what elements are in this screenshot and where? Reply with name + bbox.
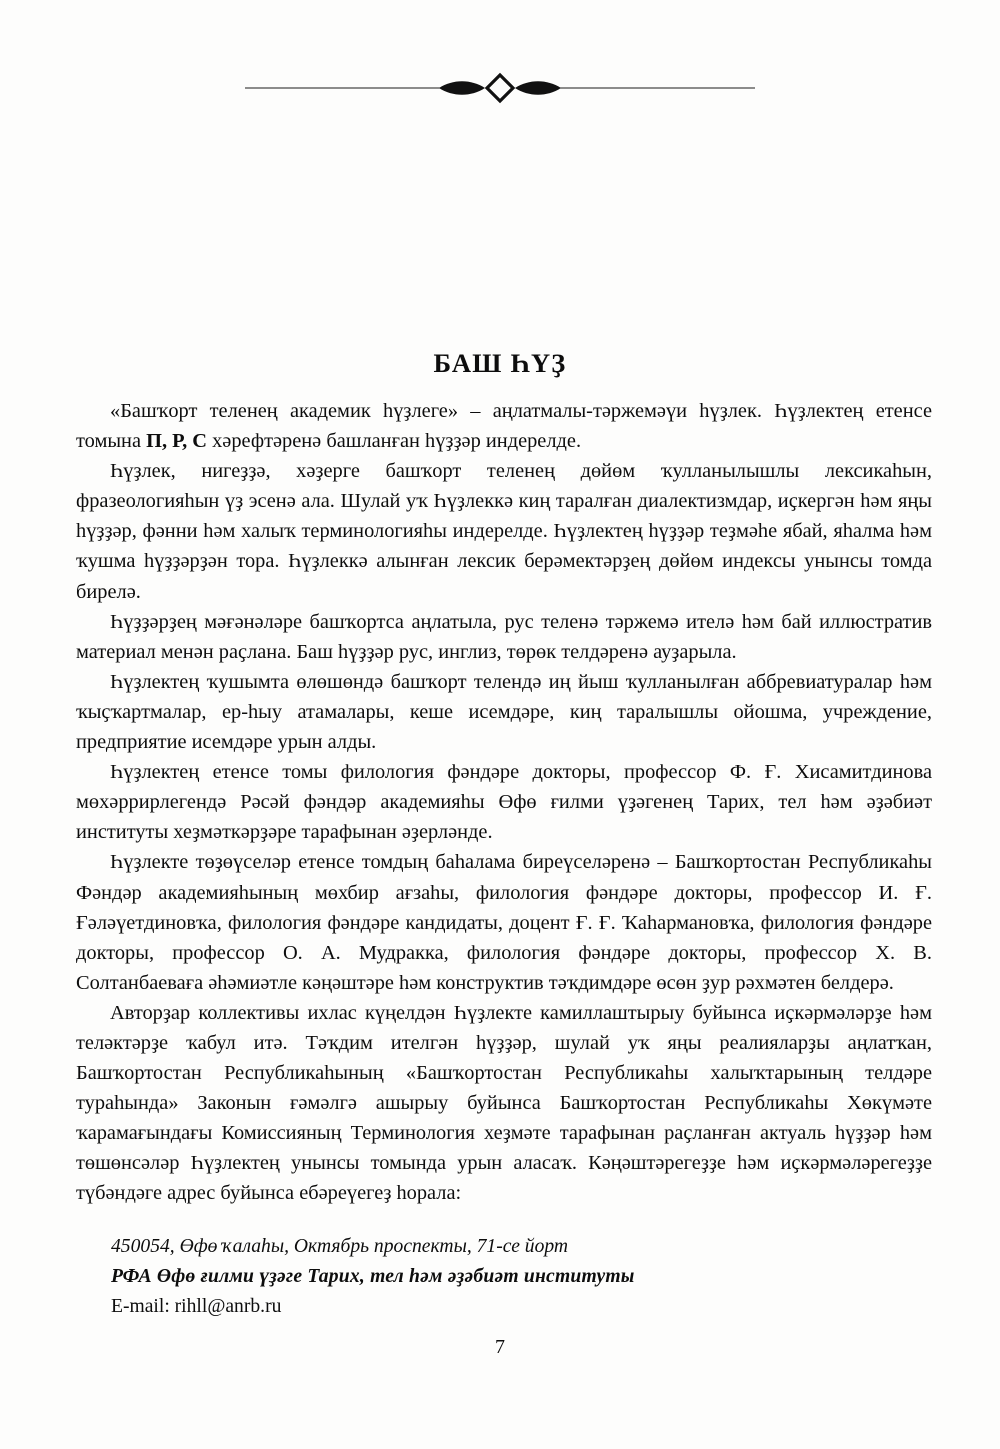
page-number: 7 — [495, 1336, 505, 1358]
contact-address-block — [111, 1232, 911, 1322]
paragraph-1 — [76, 396, 932, 456]
paragraph-7: Авторҙар коллективы ихлас күңелдән Һүҙлекте камиллаштырыу буйынса иҫкәрмәләрҙе һәм теләктәрҙе ҡабул итә. Тәҡдим ителгән һүҙҙәр, шулай уҡ яңы реалияларҙы аңлатҡан, Башҡортостан Республикаһының «Башҡортостан Республикаһы халыҡтарының телдәре тураһында» Законын ғәмәлгә ашырыу буйынса Башҡортостан Республикаһы Хөкүмәте ҡарамағындағы Комиссияның Терминология хеҙмәте тарафынан раҫланған актуаль һүҙҙәр һәм төшөнсәләр Һүҙлектең унынсы томында урын аласаҡ. Кәңәштәрегеҙҙе һәм иҫкәрмәләрегеҙҙе түбәндәге адрес буйынса ебәреүегеҙ һорала: — [76, 1001, 932, 1205]
paragraph-5: Һүҙлектең етенсе томы филология фәндәре докторы, профессор Ф. Ғ. Хисамитдинова мөхәррирлегендә Рәсәй фәндәр академияһы Өфө ғилми үҙәгенең Тарих, тел һәм әҙәбиәт институты хеҙмәткәрҙәре тарафынан әҙерләнде. — [76, 761, 932, 844]
page-title: БАШ ҺҮҘ — [433, 348, 567, 378]
paragraph-1-part-b: хәрефтәренә башланған һүҙҙәр индерелде. — [207, 430, 582, 453]
paragraph-6: Һүҙлекте төҙөүселәр етенсе томдың баһалама биреүселәренә – Башҡортостан Республикаһы Фәндәр академияһының мөхбир ағзаһы, филология фәндәре докторы, профессор И. Ғ. Ғәләүетдиновҡа, филология фәндәре кандидаты, доцент Ғ. Ғ. Ҡаһармановҡа, филология фәндәре докторы, профессор О. А. Мудракка, филология фәндәре докторы, профессор Х. В. Солтанбаеваға әһәмиәтле кәңәштәре һәм конструктив тәҡдимдәре өсөн ҙур рәхмәтен белдерә. — [76, 851, 932, 994]
paragraph-4: Һүҙлектең ҡушымта өлөшөндә башҡорт телендә иң йыш ҡулланылған аббревиатуралар һәм ҡыҫҡартмалар, ер-һыу атамалары, кеше исемдәре, киң таралышлы ойошма, учреждение, предприятие исемдәре урын алды. — [76, 670, 932, 754]
paragraph-2: Һүҙлек, нигеҙҙә, хәҙерге башҡорт теленең дөйөм ҡулланылышлы лексикаһын, фразеологияһын үҙ эсенә ала. Шулай уҡ Һүҙлеккә киң таралған диалектизмдар, иҫкергән һәм яңы һүҙҙәр, фәнни һәм халыҡ терминологияһы индерелде. Һүҙлектең һүҙҙәр теҙмәһе ябай, яһалма һәм ҡушма һүҙҙәрҙән тора. Һүҙлеккә алынған лексик берәмектәрҙең дөйөм индексы унынсы томда бирелә. — [76, 460, 932, 603]
address-institute-line: РФА Өфө ғилми үҙәге Тарих, тел һәм әҙәбиәт институты — [111, 1266, 635, 1287]
paragraph-1-bold-letters: П, Р, С — [146, 430, 208, 453]
diamond-flourish-divider-icon — [245, 70, 755, 106]
address-street-line: 450054, Өфө ҡалаһы, Октябрь проспекты, 71-се йорт — [111, 1236, 569, 1257]
address-email-line: E-mail: rihll@anrb.ru — [111, 1296, 282, 1317]
preface-body — [76, 396, 932, 1209]
paragraph-3: Һүҙҙәрҙең мәғәнәләре башҡортса аңлатыла, рус теленә тәржемә ителә һәм бай иллюстратив материал менән раҫлана. Баш һүҙҙәр рус, инглиз, төрөк телдәренә ауҙарыла. — [76, 610, 932, 663]
paragraph-1-part-a: «Башҡорт теленең академик һүҙлеге» – аңлатмалы-тәржемәүи һүҙлек. Һүҙлектең етенсе томына — [76, 400, 932, 453]
